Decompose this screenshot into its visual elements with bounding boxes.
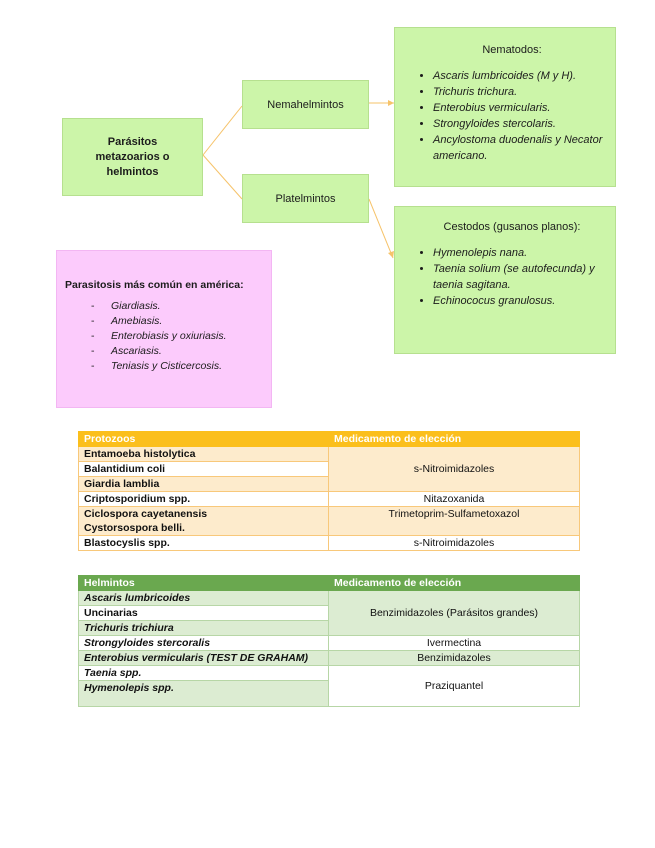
drug-cell: s-Nitroimidazoles	[329, 536, 580, 551]
parasitosis-box	[56, 250, 272, 408]
table-row	[79, 492, 580, 507]
organism-cell: Criptosporidium spp.	[79, 492, 329, 507]
organism-cell: Cystorsospora belli.	[79, 521, 329, 536]
table-row	[79, 651, 580, 666]
organism-cell: Enterobius vermicularis (TEST DE GRAHAM)	[79, 651, 329, 666]
drug-cell: Nitazoxanida	[329, 492, 580, 507]
platelmintos-label: Platelmintos	[275, 192, 336, 205]
drug-cell: s-Nitroimidazoles	[329, 447, 580, 492]
drug-cell: Ivermectina	[329, 636, 580, 651]
cestodos-box	[394, 206, 616, 354]
list-item: • Strongyloides stercolaris.	[433, 116, 607, 132]
list-item: - Ascariasis.	[91, 344, 265, 359]
table-row	[79, 447, 580, 462]
organism-cell: Trichuris trichiura	[79, 621, 329, 636]
parasitosis-list	[65, 299, 265, 374]
drug-cell: Praziquantel	[329, 666, 580, 707]
nemahelmintos-node	[242, 80, 369, 129]
list-item: • Trichuris trichura.	[433, 84, 607, 100]
organism-cell: Blastocyslis spp.	[79, 536, 329, 551]
protozoos-table	[78, 431, 580, 551]
col-header-organism: Helmintos	[79, 576, 329, 591]
nemahelmintos-label: Nemahelmintos	[267, 98, 344, 111]
connector-root-plat	[203, 155, 242, 199]
organism-cell: Uncinarias	[79, 606, 329, 621]
list-item: - Amebiasis.	[91, 314, 265, 329]
table-row	[79, 536, 580, 551]
nematodos-title: Nematodos:	[482, 44, 542, 56]
organism-cell: Balantidium coli	[79, 462, 329, 477]
list-item: - Enterobiasis y oxiuriasis.	[91, 329, 265, 344]
list-item: • Echinococus granulosus.	[433, 293, 607, 309]
table-row	[79, 507, 580, 522]
organism-cell: Hymenolepis spp.	[79, 681, 329, 707]
drug-cell: Benzimidazoles	[329, 651, 580, 666]
list-item: • Ancylostoma duodenalis y Necator americano.	[433, 132, 607, 164]
organism-cell: Entamoeba histolytica	[79, 447, 329, 462]
list-item: - Giardiasis.	[91, 299, 265, 314]
root-node-label: Parásitos metazoarios o helmintos	[95, 135, 170, 178]
col-header-drug: Medicamento de elección	[329, 432, 580, 447]
organism-cell: Giardia lamblia	[79, 477, 329, 492]
table-row	[79, 636, 580, 651]
list-item: - Teniasis y Cisticercosis.	[91, 359, 265, 374]
organism-cell: Strongyloides stercoralis	[79, 636, 329, 651]
cestodos-list	[417, 245, 607, 309]
parasitosis-title: Parasitosis más común en américa:	[65, 279, 244, 291]
helmintos-table	[78, 575, 580, 707]
list-item: • Taenia solium (se autofecunda) y taenia sagitana.	[433, 261, 607, 293]
cestodos-title: Cestodos (gusanos planos):	[443, 221, 581, 233]
organism-cell: Ascaris lumbricoides	[79, 591, 329, 606]
organism-cell: Ciclospora cayetanensis	[79, 507, 329, 522]
root-node	[62, 118, 203, 196]
list-item: • Hymenolepis nana.	[433, 245, 607, 261]
drug-cell: Benzimidazoles (Parásitos grandes)	[329, 591, 580, 636]
nematodos-list	[417, 68, 607, 164]
list-item: • Enterobius vermicularis.	[433, 100, 607, 116]
drug-cell: Trimetoprim-Sulfametoxazol	[329, 507, 580, 536]
table-row	[79, 591, 580, 606]
table-row	[79, 666, 580, 681]
organism-cell: Taenia spp.	[79, 666, 329, 681]
col-header-organism: Protozoos	[79, 432, 329, 447]
nematodos-box	[394, 27, 616, 187]
col-header-drug: Medicamento de elección	[329, 576, 580, 591]
connector-root-nema	[203, 106, 242, 155]
table-header-row	[79, 432, 580, 447]
platelmintos-node	[242, 174, 369, 223]
list-item: • Ascaris lumbricoides (M y H).	[433, 68, 607, 84]
table-header-row	[79, 576, 580, 591]
connector-plat-cestodos	[369, 199, 393, 258]
